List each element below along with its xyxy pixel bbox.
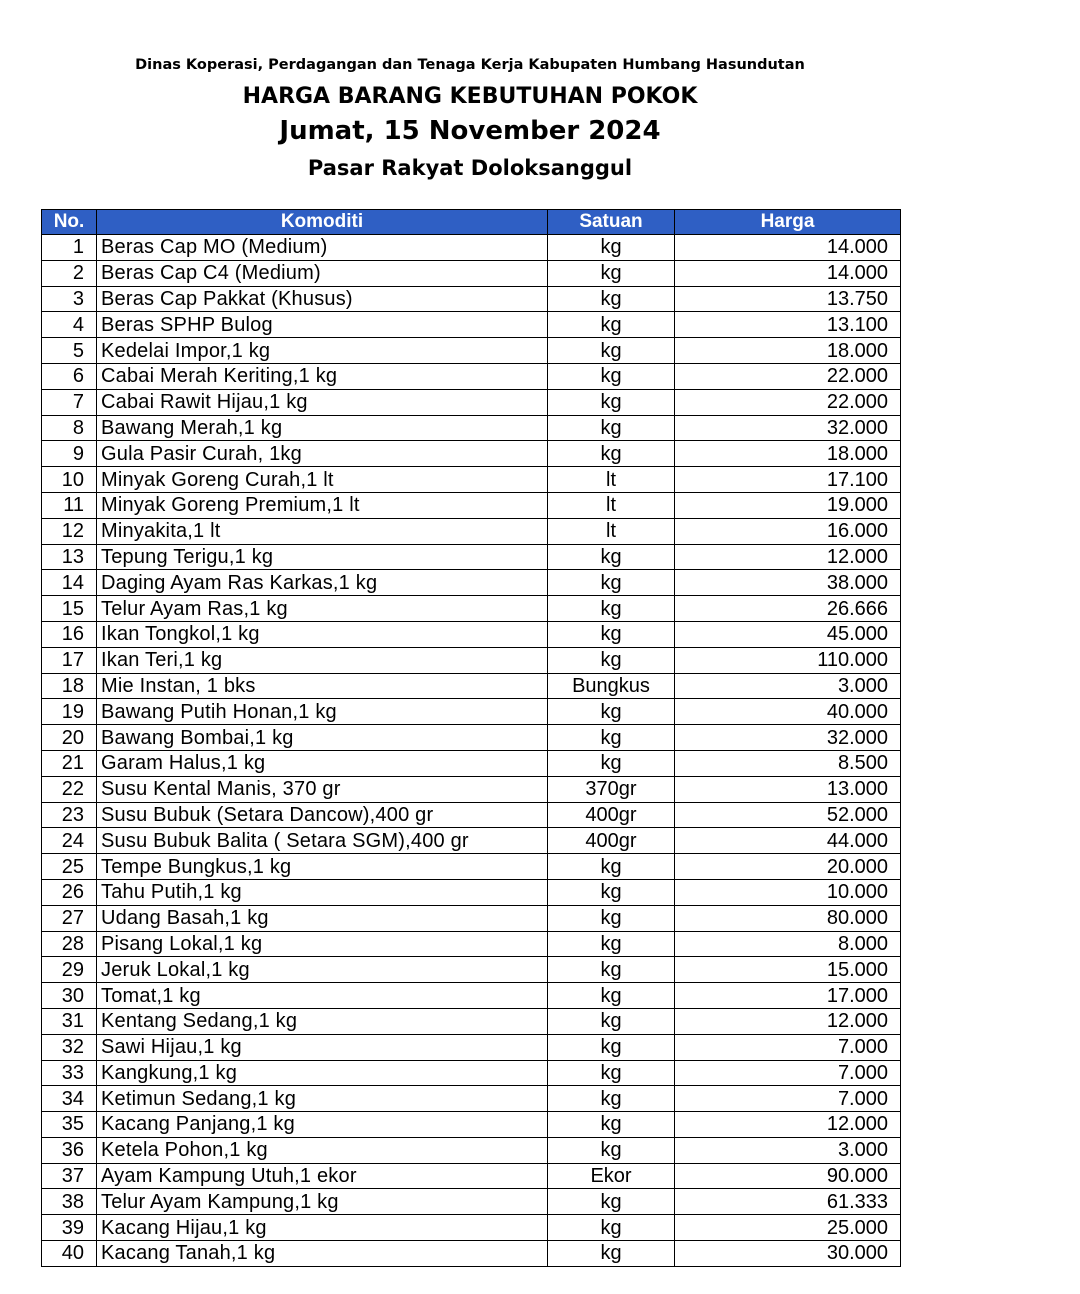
unit-cell: Ekor: [548, 1163, 675, 1189]
table-row: [42, 1163, 901, 1189]
commodity-name: Susu Bubuk (Setara Dancow),400 gr: [97, 802, 548, 828]
row-number: 5: [42, 338, 97, 364]
row-number: 3: [42, 286, 97, 312]
row-number: 33: [42, 1060, 97, 1086]
table-row: [42, 854, 901, 880]
commodity-name: Jeruk Lokal,1 kg: [97, 957, 548, 983]
price-cell: 40.000: [675, 699, 901, 725]
row-number: 24: [42, 828, 97, 854]
table-row: [42, 931, 901, 957]
commodity-name: Daging Ayam Ras Karkas,1 kg: [97, 570, 548, 596]
table-row: [42, 1008, 901, 1034]
table-row: [42, 647, 901, 673]
agency-name: Dinas Koperasi, Perdagangan dan Tenaga Kerja Kabupaten Humbang Hasundutan: [135, 57, 805, 73]
unit-cell: kg: [548, 1008, 675, 1034]
unit-cell: kg: [548, 235, 675, 261]
unit-cell: kg: [548, 1189, 675, 1215]
column-header-unit: Satuan: [548, 210, 675, 235]
row-number: 16: [42, 621, 97, 647]
unit-cell: kg: [548, 931, 675, 957]
table-row: [42, 1189, 901, 1215]
row-number: 28: [42, 931, 97, 957]
commodity-name: Bawang Merah,1 kg: [97, 415, 548, 441]
unit-cell: kg: [548, 750, 675, 776]
table-header-row: [42, 210, 901, 235]
table-row: [42, 260, 901, 286]
price-cell: 110.000: [675, 647, 901, 673]
unit-cell: kg: [548, 905, 675, 931]
commodity-name: Bawang Putih Honan,1 kg: [97, 699, 548, 725]
unit-cell: 370gr: [548, 776, 675, 802]
table-row: [42, 725, 901, 751]
commodity-name: Bawang Bombai,1 kg: [97, 725, 548, 751]
table-row: [42, 673, 901, 699]
row-number: 22: [42, 776, 97, 802]
price-cell: 30.000: [675, 1241, 901, 1267]
commodity-name: Minyak Goreng Premium,1 lt: [97, 492, 548, 518]
unit-cell: kg: [548, 725, 675, 751]
commodity-name: Pisang Lokal,1 kg: [97, 931, 548, 957]
price-cell: 44.000: [675, 828, 901, 854]
table-row: [42, 621, 901, 647]
column-header-no: No.: [42, 210, 97, 235]
unit-cell: kg: [548, 854, 675, 880]
commodity-name: Ikan Teri,1 kg: [97, 647, 548, 673]
unit-cell: kg: [548, 570, 675, 596]
table-row: [42, 1060, 901, 1086]
table-row: [42, 441, 901, 467]
price-cell: 18.000: [675, 338, 901, 364]
price-cell: 17.100: [675, 467, 901, 493]
price-cell: 20.000: [675, 854, 901, 880]
price-cell: 32.000: [675, 415, 901, 441]
price-cell: 8.000: [675, 931, 901, 957]
price-cell: 8.500: [675, 750, 901, 776]
table-row: [42, 699, 901, 725]
row-number: 7: [42, 389, 97, 415]
price-cell: 13.100: [675, 312, 901, 338]
table-row: [42, 828, 901, 854]
unit-cell: kg: [548, 389, 675, 415]
row-number: 20: [42, 725, 97, 751]
table-row: [42, 1215, 901, 1241]
commodity-name: Tepung Terigu,1 kg: [97, 544, 548, 570]
table-row: [42, 415, 901, 441]
unit-cell: kg: [548, 1112, 675, 1138]
commodity-name: Susu Kental Manis, 370 gr: [97, 776, 548, 802]
commodity-name: Mie Instan, 1 bks: [97, 673, 548, 699]
unit-cell: kg: [548, 312, 675, 338]
unit-cell: lt: [548, 492, 675, 518]
row-number: 34: [42, 1086, 97, 1112]
price-cell: 26.666: [675, 596, 901, 622]
table-row: [42, 1086, 901, 1112]
row-number: 31: [42, 1008, 97, 1034]
price-cell: 22.000: [675, 389, 901, 415]
unit-cell: kg: [548, 1137, 675, 1163]
unit-cell: kg: [548, 699, 675, 725]
row-number: 26: [42, 879, 97, 905]
table-row: [42, 338, 901, 364]
row-number: 4: [42, 312, 97, 338]
commodity-name: Kacang Tanah,1 kg: [97, 1241, 548, 1267]
table-row: [42, 1112, 901, 1138]
commodity-name: Tomat,1 kg: [97, 983, 548, 1009]
table-row: [42, 983, 901, 1009]
unit-cell: kg: [548, 1086, 675, 1112]
commodity-name: Tempe Bungkus,1 kg: [97, 854, 548, 880]
column-header-commodity: Komoditi: [97, 210, 548, 235]
price-cell: 12.000: [675, 544, 901, 570]
unit-cell: lt: [548, 518, 675, 544]
row-number: 9: [42, 441, 97, 467]
unit-cell: kg: [548, 338, 675, 364]
row-number: 6: [42, 363, 97, 389]
unit-cell: kg: [548, 1215, 675, 1241]
unit-cell: kg: [548, 879, 675, 905]
price-cell: 14.000: [675, 260, 901, 286]
row-number: 13: [42, 544, 97, 570]
row-number: 40: [42, 1241, 97, 1267]
commodity-name: Udang Basah,1 kg: [97, 905, 548, 931]
unit-cell: kg: [548, 544, 675, 570]
table-row: [42, 518, 901, 544]
price-cell: 10.000: [675, 879, 901, 905]
table-row: [42, 389, 901, 415]
price-cell: 18.000: [675, 441, 901, 467]
commodity-name: Garam Halus,1 kg: [97, 750, 548, 776]
price-table: [41, 209, 901, 1267]
table-row: [42, 467, 901, 493]
row-number: 12: [42, 518, 97, 544]
price-cell: 7.000: [675, 1060, 901, 1086]
table-row: [42, 1034, 901, 1060]
column-header-price: Harga: [675, 210, 901, 235]
unit-cell: kg: [548, 415, 675, 441]
row-number: 38: [42, 1189, 97, 1215]
commodity-name: Tahu Putih,1 kg: [97, 879, 548, 905]
price-table-body: [42, 235, 901, 1267]
commodity-name: Kacang Hijau,1 kg: [97, 1215, 548, 1241]
market-name: Pasar Rakyat Doloksanggul: [307, 156, 633, 180]
unit-cell: Bungkus: [548, 673, 675, 699]
unit-cell: kg: [548, 1060, 675, 1086]
unit-cell: 400gr: [548, 828, 675, 854]
price-cell: 32.000: [675, 725, 901, 751]
row-number: 1: [42, 235, 97, 261]
unit-cell: kg: [548, 1034, 675, 1060]
price-cell: 13.000: [675, 776, 901, 802]
row-number: 25: [42, 854, 97, 880]
unit-cell: kg: [548, 596, 675, 622]
price-cell: 7.000: [675, 1086, 901, 1112]
price-cell: 80.000: [675, 905, 901, 931]
price-cell: 90.000: [675, 1163, 901, 1189]
commodity-name: Susu Bubuk Balita ( Setara SGM),400 gr: [97, 828, 548, 854]
commodity-name: Ayam Kampung Utuh,1 ekor: [97, 1163, 548, 1189]
row-number: 39: [42, 1215, 97, 1241]
unit-cell: 400gr: [548, 802, 675, 828]
unit-cell: kg: [548, 621, 675, 647]
table-row: [42, 596, 901, 622]
price-cell: 7.000: [675, 1034, 901, 1060]
row-number: 11: [42, 492, 97, 518]
price-cell: 22.000: [675, 363, 901, 389]
commodity-name: Cabai Merah Keriting,1 kg: [97, 363, 548, 389]
row-number: 27: [42, 905, 97, 931]
table-row: [42, 492, 901, 518]
table-row: [42, 312, 901, 338]
price-cell: 12.000: [675, 1112, 901, 1138]
commodity-name: Beras Cap C4 (Medium): [97, 260, 548, 286]
price-cell: 15.000: [675, 957, 901, 983]
commodity-name: Kentang Sedang,1 kg: [97, 1008, 548, 1034]
row-number: 2: [42, 260, 97, 286]
row-number: 32: [42, 1034, 97, 1060]
commodity-name: Minyakita,1 lt: [97, 518, 548, 544]
unit-cell: kg: [548, 983, 675, 1009]
commodity-name: Ketimun Sedang,1 kg: [97, 1086, 548, 1112]
row-number: 30: [42, 983, 97, 1009]
price-cell: 12.000: [675, 1008, 901, 1034]
commodity-name: Telur Ayam Ras,1 kg: [97, 596, 548, 622]
table-row: [42, 363, 901, 389]
table-row: [42, 750, 901, 776]
table-row: [42, 879, 901, 905]
row-number: 18: [42, 673, 97, 699]
row-number: 21: [42, 750, 97, 776]
price-cell: 52.000: [675, 802, 901, 828]
commodity-name: Gula Pasir Curah, 1kg: [97, 441, 548, 467]
unit-cell: kg: [548, 286, 675, 312]
table-row: [42, 802, 901, 828]
commodity-name: Beras SPHP Bulog: [97, 312, 548, 338]
commodity-name: Beras Cap MO (Medium): [97, 235, 548, 261]
document-title: HARGA BARANG KEBUTUHAN POKOK: [242, 84, 698, 109]
table-row: [42, 286, 901, 312]
row-number: 36: [42, 1137, 97, 1163]
commodity-name: Minyak Goreng Curah,1 lt: [97, 467, 548, 493]
unit-cell: lt: [548, 467, 675, 493]
price-cell: 14.000: [675, 235, 901, 261]
commodity-name: Ikan Tongkol,1 kg: [97, 621, 548, 647]
price-cell: 3.000: [675, 673, 901, 699]
unit-cell: kg: [548, 441, 675, 467]
table-row: [42, 957, 901, 983]
row-number: 10: [42, 467, 97, 493]
price-cell: 3.000: [675, 1137, 901, 1163]
table-row: [42, 905, 901, 931]
unit-cell: kg: [548, 957, 675, 983]
row-number: 15: [42, 596, 97, 622]
row-number: 8: [42, 415, 97, 441]
report-date: Jumat, 15 November 2024: [279, 116, 661, 146]
table-row: [42, 776, 901, 802]
commodity-name: Kangkung,1 kg: [97, 1060, 548, 1086]
commodity-name: Beras Cap Pakkat (Khusus): [97, 286, 548, 312]
row-number: 23: [42, 802, 97, 828]
table-row: [42, 570, 901, 596]
commodity-name: Kedelai Impor,1 kg: [97, 338, 548, 364]
unit-cell: kg: [548, 260, 675, 286]
price-cell: 38.000: [675, 570, 901, 596]
commodity-name: Kacang Panjang,1 kg: [97, 1112, 548, 1138]
commodity-name: Cabai Rawit Hijau,1 kg: [97, 389, 548, 415]
commodity-name: Ketela Pohon,1 kg: [97, 1137, 548, 1163]
price-cell: 45.000: [675, 621, 901, 647]
commodity-name: Sawi Hijau,1 kg: [97, 1034, 548, 1060]
table-row: [42, 235, 901, 261]
price-cell: 61.333: [675, 1189, 901, 1215]
unit-cell: kg: [548, 1241, 675, 1267]
price-cell: 25.000: [675, 1215, 901, 1241]
price-cell: 17.000: [675, 983, 901, 1009]
price-cell: 19.000: [675, 492, 901, 518]
price-cell: 16.000: [675, 518, 901, 544]
unit-cell: kg: [548, 647, 675, 673]
row-number: 19: [42, 699, 97, 725]
row-number: 14: [42, 570, 97, 596]
row-number: 17: [42, 647, 97, 673]
row-number: 29: [42, 957, 97, 983]
row-number: 35: [42, 1112, 97, 1138]
table-row: [42, 1241, 901, 1267]
table-row: [42, 544, 901, 570]
price-cell: 13.750: [675, 286, 901, 312]
row-number: 37: [42, 1163, 97, 1189]
commodity-name: Telur Ayam Kampung,1 kg: [97, 1189, 548, 1215]
table-row: [42, 1137, 901, 1163]
unit-cell: kg: [548, 363, 675, 389]
